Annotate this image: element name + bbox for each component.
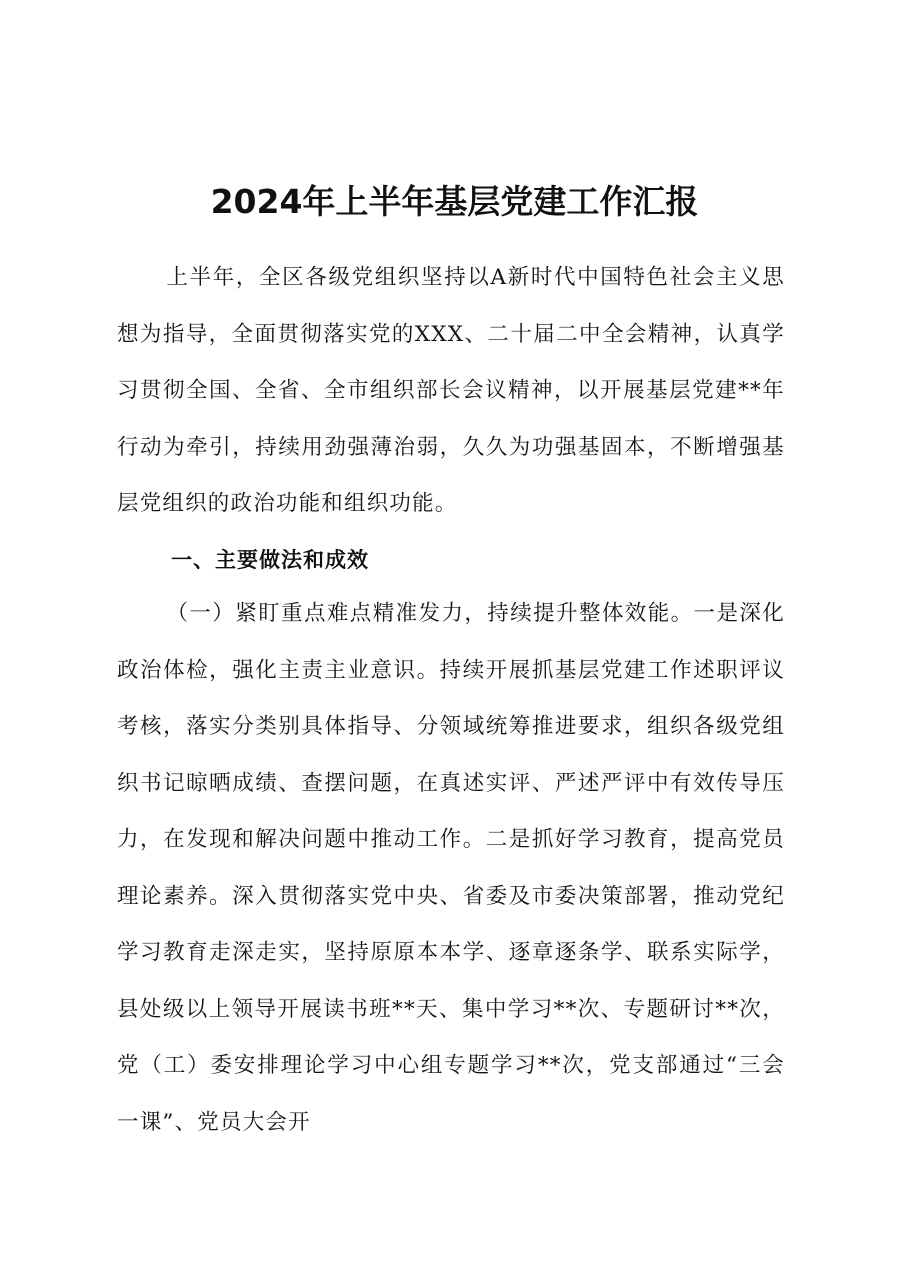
intro-paragraph: 上半年，全区各级党组织坚持以A新时代中国特色社会主义思想为指导，全面贯彻落实党的XXX、二十届二中全会精神，认真学习贯彻全国、全省、全市组织部长会议精神，以开展基层党建**年行动为牵引，持续用劲强薄治弱，久久为功强基固本，不断增强基层党组织的政治功能和组织功能。 [117,265,785,516]
document-title: 2024年上半年基层党建工作汇报 [210,182,699,222]
section-heading: 一、主要做法和成效 [171,548,369,572]
section-paragraph: （一）紧盯重点难点精准发力，持续提升整体效能。一是深化政治体检，强化主责主业意识。持续开展抓基层党建工作述职评议考核，落实分类别具体指导、分领域统筹推进要求，组织各级党组织书记晾晒成绩、查摆问题，在真述实评、严述严评中有效传导压力，在发现和解决问题中推动工作。二是抓好学习教育，提高党员理论素养。深入贯彻落实党中央、省委及市委决策部署，推动党纪学习教育走深走实，坚持原原本本学、逐章逐条学、联系实际学，县处级以上领导开展读书班**天、集中学习**次、专题研讨**次，党（工）委安排理论学习中心组专题学习**次，党支部通过“三会一课”、党员大会开 [117,601,785,1135]
